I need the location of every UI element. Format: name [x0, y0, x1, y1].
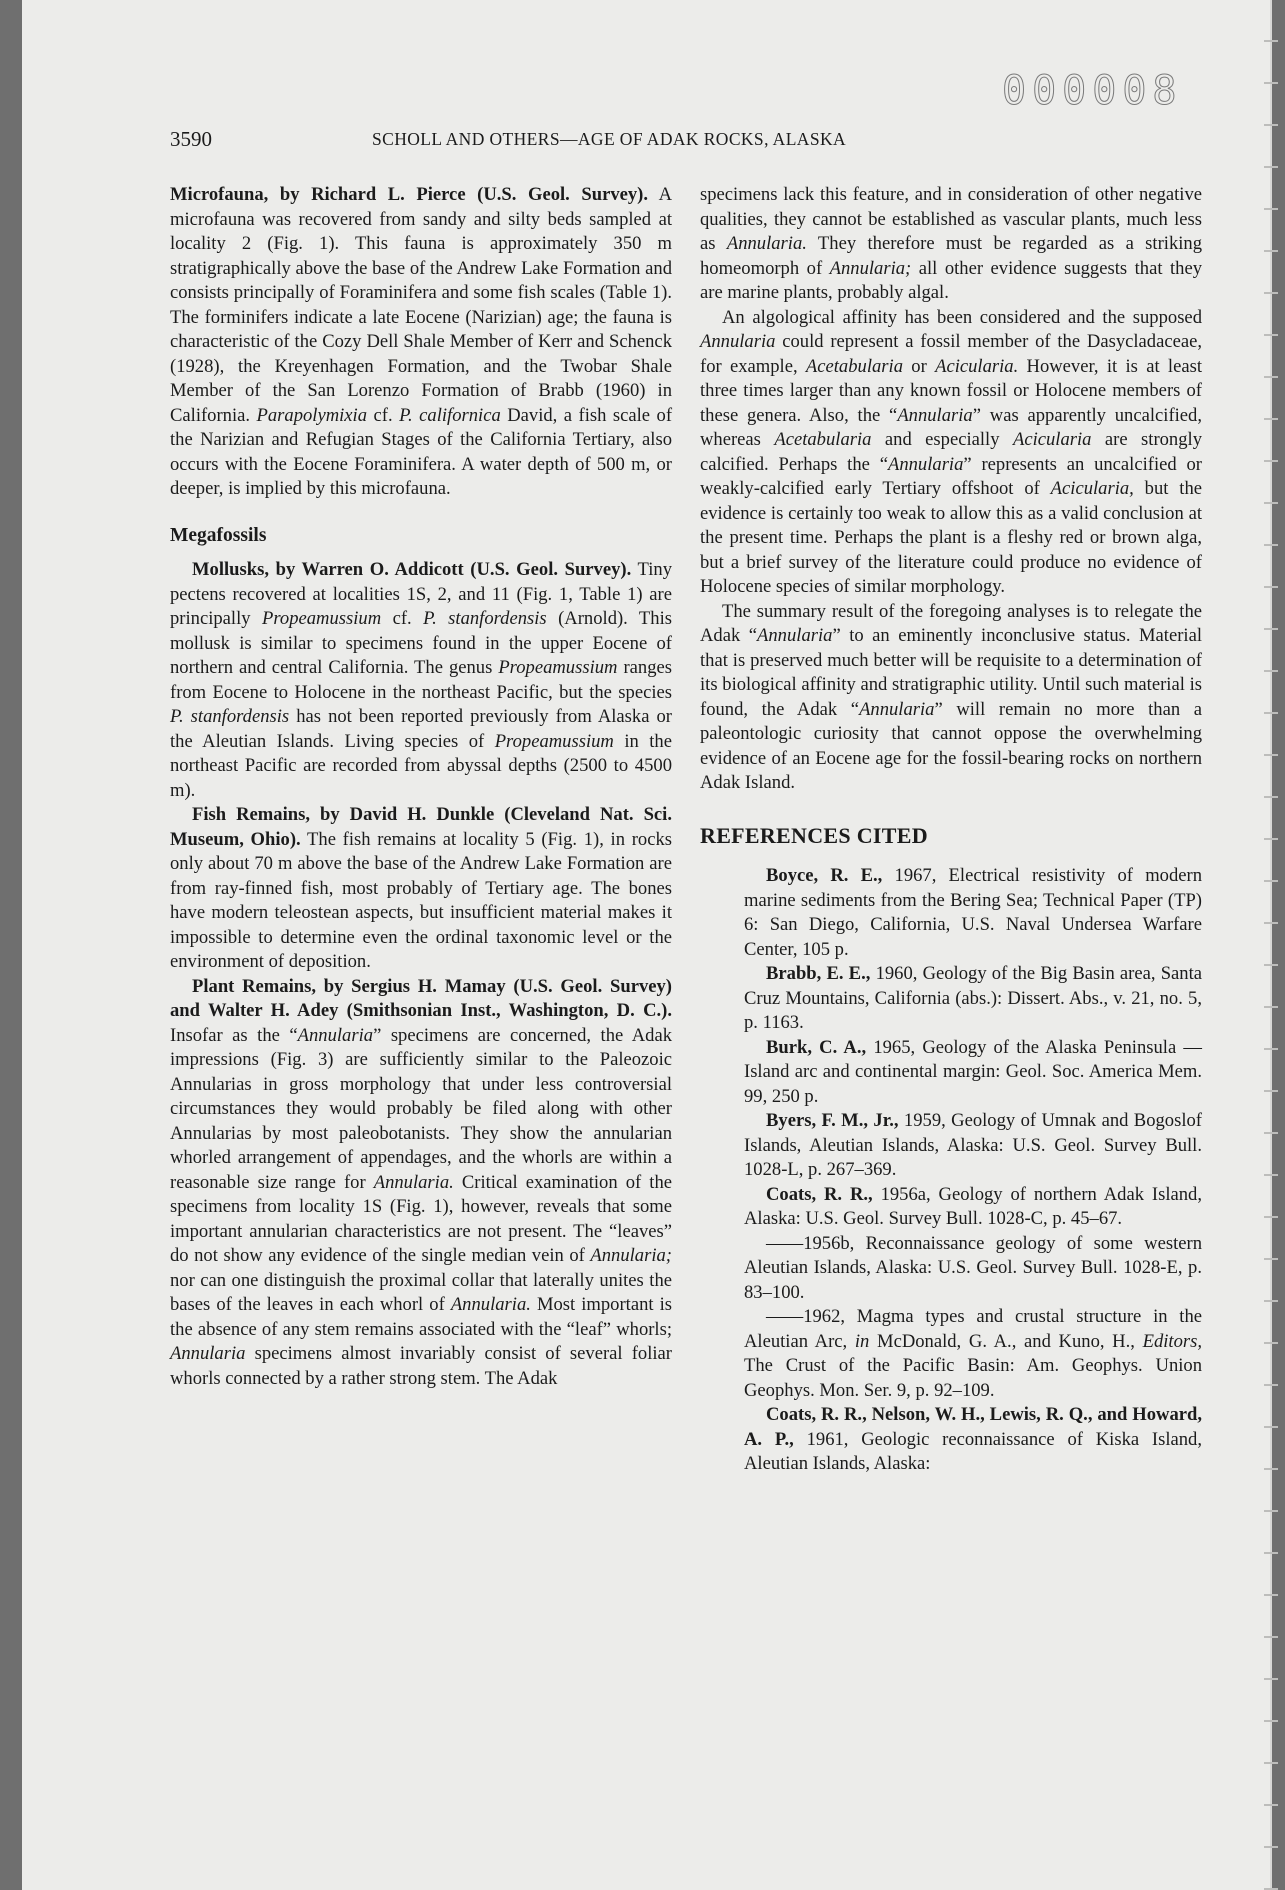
heading-references-cited: REFERENCES CITED: [700, 822, 928, 848]
italic-span: in: [854, 1330, 870, 1352]
reference-text: McDonald, G. A., and Kuno, H.,: [869, 1330, 1143, 1352]
paragraph-fish-remains: [170, 803, 672, 975]
text-span: The summary result of the foregoing analyses is to relegate the Adak “: [700, 600, 1202, 646]
paragraph-microfauna: [170, 183, 672, 502]
subhead-fish-remains: Fish Remains, by David H. Dunkle (Cleveland Nat. Sci. Museum, Ohio).: [170, 804, 672, 850]
text-span: The fish remains at locality 5 (Fig. 1), in rocks only about 70 m above the base of the Andrew Lake Formation are from ray-finned fish, most probably of Tertiary age. The bones have modern teleostean aspects, but insufficient material makes it impossible to determine even the ordinal taxonomic level or the environment of deposition.: [170, 828, 672, 972]
running-title: SCHOLL AND OTHERS—AGE OF ADAK ROCKS, ALASKA: [372, 129, 847, 149]
italic-span: P. stanfordensis: [170, 706, 290, 727]
left-column: [170, 183, 672, 1391]
text-span: has not been reported previously from Alaska or the Aleutian Islands. Living species of: [170, 706, 673, 752]
text-span: specimens almost invariably consist of several foliar whorls connected by a rather strong stem. The Adak: [170, 1343, 672, 1389]
text-span: ” will remain no more than a paleontologic curiosity that cannot oppose the overwhelming evidence of an Eocene age for the fossil-bearing rocks on northern Adak Island.: [700, 698, 1202, 793]
text-span: ” represents an uncalcified or weakly-calcified early Tertiary offshoot of: [700, 453, 1202, 499]
heading-megafossils: Megafossils: [170, 524, 267, 546]
reference-author: Brabb, E. E.,: [766, 963, 871, 984]
italic-span: Annularia: [859, 698, 935, 720]
text-span: could represent a fossil member of the Dasycladaceae, for example,: [700, 331, 1202, 377]
text-span: ” was apparently uncalcified, whereas: [700, 404, 1203, 450]
text-span: ” specimens are concerned, the Adak impressions (Fig. 3) are sufficiently similar to the Paleozoic Annularias in gross morphology that under less controversial circumstances they would probably be filed along with other Annularias by most paleobotanists. They show the annularian whorled arrangement of appendages, and the whorls are within a reasonable size range for: [170, 1024, 672, 1193]
italic-span: Annularia: [170, 1343, 246, 1364]
paragraph-algological-affinity: [700, 306, 1202, 600]
italic-span: Propeamussium: [262, 608, 382, 629]
reference-text: ——1962, Magma types and crustal structure in the Aleutian Arc,: [744, 1306, 1202, 1352]
reference-entry: [700, 1183, 1202, 1232]
text-span: A microfauna was recovered from sandy and silty beds sampled at locality 2 (Fig. 1). This fauna is approximately 350 m stratigraphically above the base of the Andrew Lake Formation and consists principally of Foraminifera and some fish scales (Table 1). The forminifers indicate a late Eocene (Narizian) age; the fauna is characteristic of the Cozy Dell Shale Member of Kerr and Schenck (1928), the Kreyenhagen Formation, and the Twobar Shale Member of the San Lorenzo Formation of Brabb (1960) in California.: [170, 184, 672, 426]
page-edge: [1264, 0, 1278, 1890]
italic-span: Acicularia.: [935, 355, 1019, 377]
reference-entry: [700, 1232, 1202, 1306]
text-span: Tiny pectens recovered at localities 1S, 2, and 11 (Fig. 1, Table 1) are principally: [170, 559, 672, 629]
text-span: but the evidence is certainly too weak to allow this as a valid conclusion at the present time. Perhaps the plant is a fleshy red or brown alga, but a brief survey of the literature could produce no evidence of Holocene species of similar morphology.: [700, 478, 1202, 597]
text-span: or: [903, 355, 936, 377]
text-span: An algological affinity has been considered and the supposed: [722, 306, 1202, 328]
archive-stamp: 000008: [1002, 68, 1183, 114]
subhead-plant-remains: Plant Remains, by Sergius H. Mamay (U.S. Geol. Survey) and Walter H. Adey (Smithsonian Inst., Washington, D. C.).: [170, 975, 672, 1021]
text-span: (Arnold). This mollusk is similar to specimens found in the upper Eocene of northern and central California. The genus: [170, 608, 672, 678]
italic-span: Annularia: [757, 625, 833, 646]
text-span: However, it is at least three times larger than any known fossil or Holocene members of these genera. Also, the “: [700, 355, 1202, 426]
reference-author: Boyce, R. E.,: [766, 865, 883, 886]
reference-author: Coats, R. R., Nelson, W. H., Lewis, R. Q., and Howard, A. P.,: [744, 1404, 1202, 1450]
text-span: all other evidence suggests that they are marine plants, probably algal.: [700, 257, 1202, 303]
reference-text: 1960, Geology of the Big Basin area, Santa Cruz Mountains, California (abs.): Dissert. Abs., v. 21, no. 5, p. 1163.: [744, 963, 1203, 1033]
italic-span: Propeamussium: [498, 657, 618, 678]
text-span: cf.: [367, 404, 400, 426]
text-span: in the northeast Pacific are recorded from abyssal depths (2500 to 4500 m).: [170, 730, 672, 801]
page-sheet: [22, 0, 1272, 1890]
text-span: David, a fish scale of the Narizian and Refugian Stages of the California Tertiary, also occurs with the Eocene Foraminifera. A water depth of 500 m, or deeper, is implied by this microfauna.: [170, 404, 673, 499]
italic-span: Annularia: [887, 453, 964, 475]
subhead-microfauna: Microfauna, by Richard L. Pierce (U.S. Geol. Survey).: [170, 184, 649, 205]
text-span: and especially: [871, 429, 1013, 450]
subhead-mollusks: Mollusks, by Warren O. Addicott (U.S. Geol. Survey).: [192, 559, 632, 580]
text-span: cf.: [381, 608, 424, 629]
text-span: Critical examination of the specimens from locality 1S (Fig. 1), however, reveals that some important annularian characteristics are not present. The “leaves” do not show any evidence of the single median vein of: [170, 1171, 672, 1266]
text-span: are strongly calcified. Perhaps the “: [700, 429, 1202, 475]
italic-span: Acetabularia: [805, 355, 903, 377]
italic-span: P. stanfordensis: [423, 608, 547, 629]
text-span: ” to an eminently inconclusive status. Material that is preserved much better will be requisite to a determination of its biological affinity and stratigraphic utility. Until such material is found, the Adak “: [700, 625, 1202, 720]
paragraph-plant-remains: [170, 975, 672, 1392]
reference-author: Burk, C. A.,: [766, 1036, 867, 1058]
italic-span: P. californica: [399, 404, 501, 426]
reference-text: The Crust of the Pacific Basin: Am. Geophys. Union Geophys. Mon. Ser. 9, p. 92–109.: [744, 1355, 1202, 1401]
reference-list: [700, 864, 1202, 1477]
reference-entry: [700, 1403, 1202, 1477]
italic-span: Annularia: [297, 1024, 374, 1046]
reference-text: 1965, Geology of the Alaska Peninsula —Island arc and continental margin: Geol. Soc. America Mem. 99, 250 p.: [744, 1036, 1203, 1107]
right-column: [700, 183, 1202, 1477]
reference-text: 1967, Electrical resistivity of modern marine sediments from the Bering Sea; Technical Paper (TP) 6: San Diego, California, U.S. Naval Undersea Warfare Center, 105 p.: [744, 865, 1202, 960]
text-span: Insofar as the “: [170, 1024, 298, 1046]
italic-span: Acicularia,: [1050, 478, 1134, 499]
text-span: ranges from Eocene to Holocene in the northeast Pacific, but the species: [170, 657, 672, 703]
reference-author: Coats, R. R.,: [766, 1183, 873, 1205]
paragraph-continuation: [700, 183, 1202, 306]
italic-span: Acicularia: [1012, 429, 1092, 450]
reference-text: ——1956b, Reconnaissance geology of some western Aleutian Islands, Alaska: U.S. Geol. Survey Bull. 1028-E, p. 83–100.: [744, 1232, 1202, 1303]
italic-span: Parapolymixia: [256, 404, 368, 426]
text-span: nor can one distinguish the proximal collar that laterally unites the bases of the leaves in each whorl of: [170, 1269, 672, 1315]
reference-text: 1956a, Geology of northern Adak Island, Alaska: U.S. Geol. Survey Bull. 1028-C, p. 45–67.: [744, 1183, 1202, 1229]
italic-span: Editors,: [1142, 1330, 1202, 1352]
reference-entry: [700, 864, 1202, 962]
reference-entry: [700, 1036, 1202, 1110]
reference-entry: [700, 1305, 1202, 1403]
text-span: Most important is the absence of any stem remains associated with the “leaf” whorls;: [170, 1294, 673, 1340]
reference-author: Byers, F. M., Jr.,: [766, 1110, 899, 1131]
italic-span: Annularia;: [590, 1245, 672, 1266]
reference-entry: [700, 962, 1202, 1036]
reference-text: 1959, Geology of Umnak and Bogoslof Islands, Aleutian Islands, Alaska: U.S. Geol. Survey Bull. 1028-L, p. 267–369.: [744, 1110, 1202, 1180]
text-span: They therefore must be regarded as a striking homeomorph of: [700, 233, 1202, 279]
italic-span: Annularia: [700, 331, 776, 352]
paragraph-summary: [700, 600, 1202, 796]
paragraph-mollusks: [170, 558, 672, 803]
reference-entry: [700, 1109, 1202, 1183]
page-number: 3590: [170, 127, 212, 151]
italic-span: Annularia.: [373, 1171, 454, 1193]
reference-text: 1961, Geologic reconnaissance of Kiska Island, Aleutian Islands, Alaska:: [744, 1428, 1202, 1474]
italic-span: Acetabularia: [774, 429, 872, 450]
italic-span: Annularia.: [450, 1294, 531, 1315]
italic-span: Annularia.: [726, 233, 807, 254]
text-span: specimens lack this feature, and in consideration of other negative qualities, they cannot be established as vascular plants, much less as: [700, 184, 1202, 254]
italic-span: Annularia: [897, 404, 973, 426]
italic-span: Annularia;: [829, 257, 912, 279]
italic-span: Propeamussium: [494, 730, 614, 752]
